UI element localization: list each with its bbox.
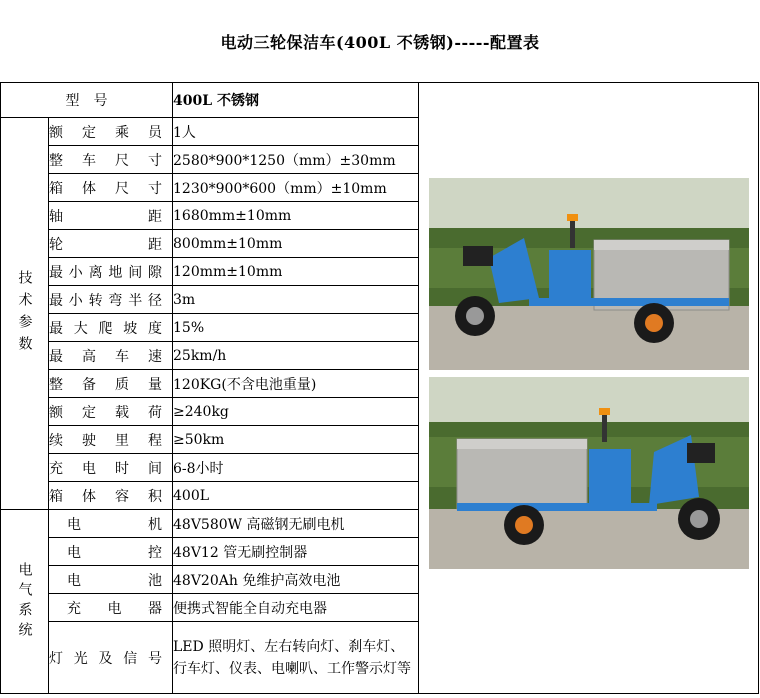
row-label: 额 定 载 荷 bbox=[49, 398, 173, 426]
row-label: 额 定 乘 员 bbox=[49, 118, 173, 146]
row-label: 续 驶 里 程 bbox=[49, 426, 173, 454]
page-title: 电动三轮保洁车(400L 不锈钢)-----配置表 bbox=[220, 33, 540, 52]
row-value: 120KG(不含电池重量) bbox=[173, 370, 419, 398]
row-value: 48V12 管无刷控制器 bbox=[173, 538, 419, 566]
model-value: 400L 不锈钢 bbox=[173, 83, 419, 118]
row-value: ≥50km bbox=[173, 426, 419, 454]
model-label: 型 号 bbox=[1, 83, 173, 118]
row-value: 6-8小时 bbox=[173, 454, 419, 482]
row-value: 便携式智能全自动充电器 bbox=[173, 594, 419, 622]
row-value: 400L bbox=[173, 482, 419, 510]
row-value: 25km/h bbox=[173, 342, 419, 370]
table-row-model bbox=[1, 83, 759, 118]
row-value: ≥240kg bbox=[173, 398, 419, 426]
row-value: 3m bbox=[173, 286, 419, 314]
row-label: 充 电 时 间 bbox=[49, 454, 173, 482]
row-label: 箱 体 尺 寸 bbox=[49, 174, 173, 202]
row-label: 充 电 器 bbox=[49, 594, 173, 622]
row-value: 15% bbox=[173, 314, 419, 342]
vehicle-photo-side-right bbox=[429, 377, 749, 569]
photo-cell bbox=[419, 83, 759, 694]
row-value: 120mm±10mm bbox=[173, 258, 419, 286]
row-label: 整 车 尺 寸 bbox=[49, 146, 173, 174]
row-value: 48V580W 高磁钢无刷电机 bbox=[173, 510, 419, 538]
row-label: 电 机 bbox=[49, 510, 173, 538]
vehicle-photo-side-left bbox=[429, 178, 749, 370]
group-label-electric: 电气系统 bbox=[1, 510, 49, 694]
row-label: 轴 距 bbox=[49, 202, 173, 230]
row-value: LED 照明灯、左右转向灯、刹车灯、行车灯、仪表、电喇叭、工作警示灯等 bbox=[173, 622, 419, 694]
group-label-tech: 技术参数 bbox=[1, 118, 49, 510]
row-label: 最 小 离 地 间 隙 bbox=[49, 258, 173, 286]
row-label: 轮 距 bbox=[49, 230, 173, 258]
row-value: 2580*900*1250（mm）±30mm bbox=[173, 146, 419, 174]
row-value: 1230*900*600（mm）±10mm bbox=[173, 174, 419, 202]
row-value: 1人 bbox=[173, 118, 419, 146]
row-label: 电 池 bbox=[49, 566, 173, 594]
row-label: 最 高 车 速 bbox=[49, 342, 173, 370]
row-label: 整 备 质 量 bbox=[49, 370, 173, 398]
row-label: 最 大 爬 坡 度 bbox=[49, 314, 173, 342]
row-label: 电 控 bbox=[49, 538, 173, 566]
spec-table bbox=[0, 82, 759, 694]
row-value: 800mm±10mm bbox=[173, 230, 419, 258]
row-value: 48V20Ah 免维护高效电池 bbox=[173, 566, 419, 594]
row-label: 箱 体 容 积 bbox=[49, 482, 173, 510]
row-label: 灯 光 及 信 号 bbox=[49, 622, 173, 694]
row-label: 最 小 转 弯 半 径 bbox=[49, 286, 173, 314]
row-value: 1680mm±10mm bbox=[173, 202, 419, 230]
